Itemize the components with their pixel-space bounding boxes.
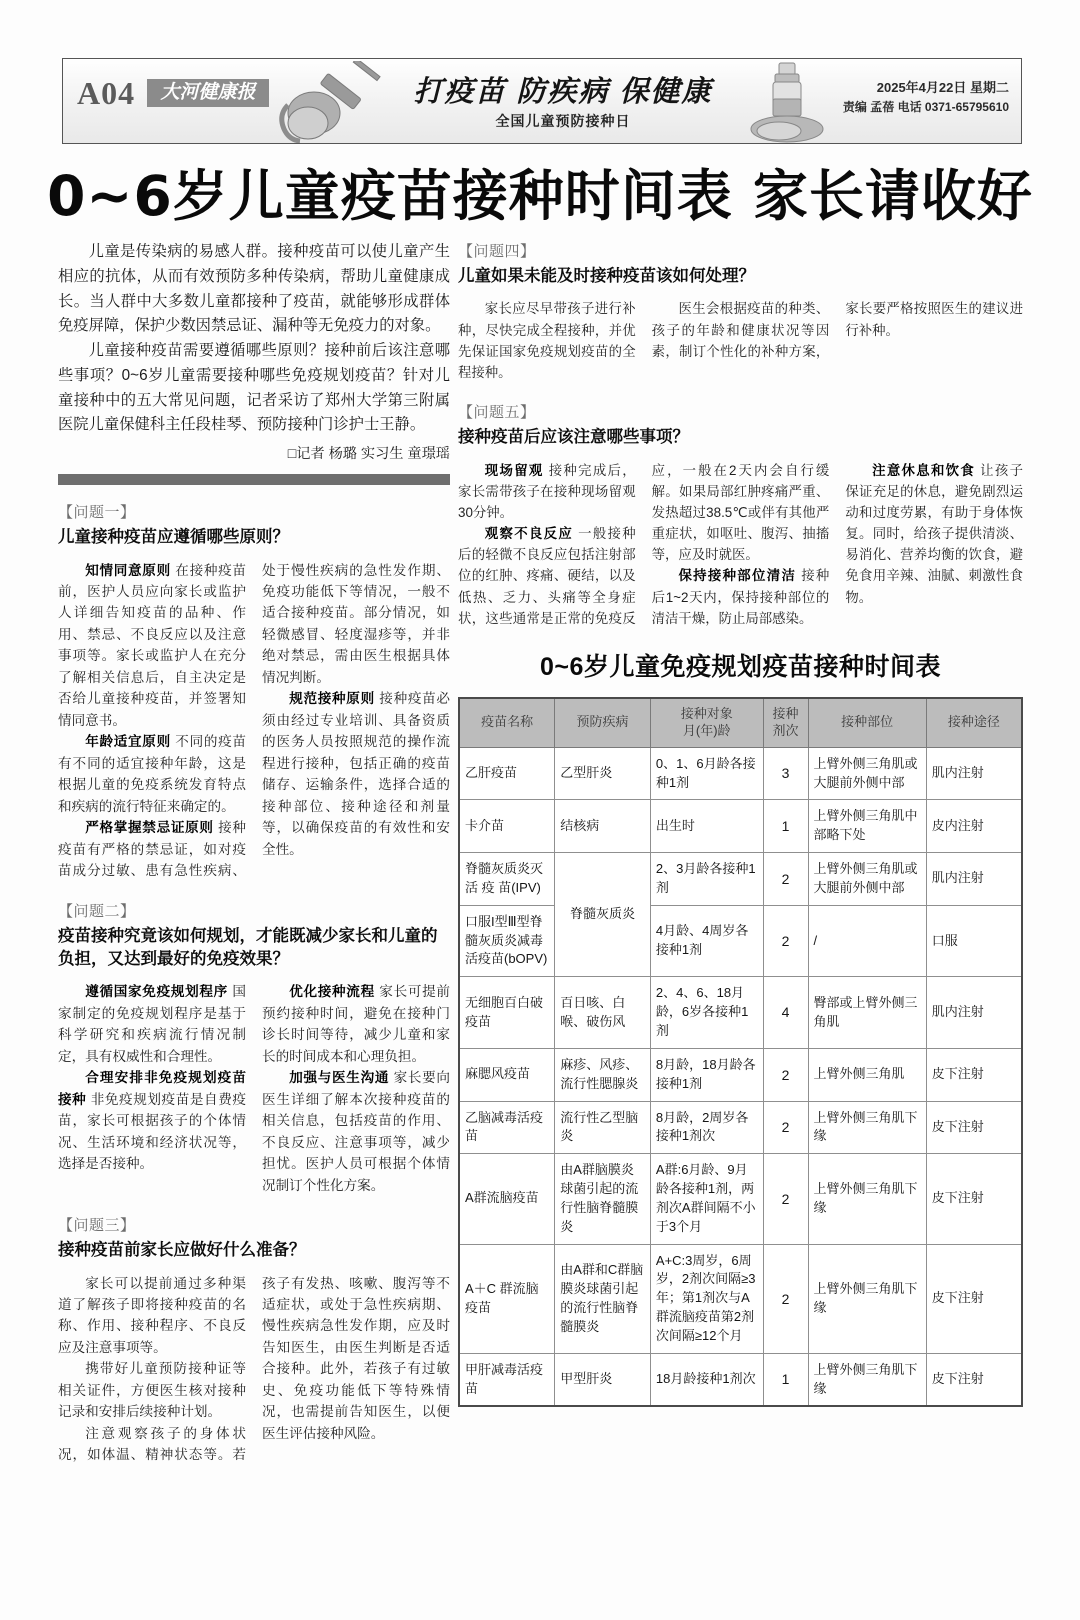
masthead-sub-slogan: 全国儿童预防接种日 [495,113,631,129]
cell-vaccine-name: 卡介苗 [459,800,555,853]
cell-disease: 结核病 [555,800,651,853]
cell-disease: 由A群和C群脑膜炎球菌引起的流行性脑脊髓膜炎 [555,1244,651,1353]
newspaper-logo: 大河健康报 [147,79,269,107]
cell-disease: 乙型肝炎 [555,747,651,800]
q3-para-3: 注意观察孩子的身体状况，如体温、精神状态等。若孩子有发热、咳嗽、腹泻等不适症状，或处于急性疾病期、慢性疾病急性发作期，应及时告知医生，由医生判断是否适合接种。此外，若孩子有过敏史、免疫功能低下等特殊情况，也需提前告知医生，以便医生评估接种风险。 [58,1275,450,1463]
cell-route: 口服 [926,905,1022,977]
q1-text-2: 不同的疫苗有不同的适宜接种年龄，这是根据儿童的免疫系统发育特点和疾病的流行特征来确定的。 [58,734,246,814]
cell-site: 上臂外侧三角肌下缘 [808,1101,926,1154]
table-row [459,800,1022,853]
cell-age: 4月龄、4周岁各接种1剂 [650,905,763,977]
lead-para-1: 儿童是传染病的易感人群。接种疫苗可以使儿童产生相应的抗体，从而有效预防多种传染病，帮助儿童健康成长。当人群中大多数儿童都接种了疫苗，就能够形成群体免疫屏障，保护少数因禁忌证、漏种等无免疫力的对象。 [58,243,450,335]
cell-site: 上臂外侧三角肌下缘 [808,1154,926,1244]
masthead-meta [843,77,1009,118]
table-header-row [459,698,1022,747]
cell-site: / [808,905,926,977]
q4-para-1: 家长应尽早带孩子进行补种，尽快完成全程接种，并优先保证国家免疫规划疫苗的全程接种。 [458,301,636,380]
table-row [459,1048,1022,1101]
cell-age: A群:6月龄、9月龄各接种1剂，两剂次A群间隔不小于3个月 [650,1154,763,1244]
question-3-tag: 【问题三】 [58,1217,136,1235]
cell-doses: 2 [763,1048,808,1101]
cell-doses: 2 [763,1101,808,1154]
cell-vaccine-name: 麻腮风疫苗 [459,1048,555,1101]
table-row [459,853,1022,906]
cell-age: 2、4、6、18月龄，6岁各接种1剂 [650,977,763,1049]
cell-vaccine-name: 乙脑减毒活疫苗 [459,1101,555,1154]
cell-age: 2、3月龄各接种1剂 [650,853,763,906]
q1-text-1: 在接种疫苗前，医护人员应向家长或监护人详细告知疫苗的品种、作用、禁忌、不良反应以及注意事项等。家长或监护人在充分了解相关信息后，自主决定是否给儿童接种疫苗，并签署知情同意书。 [58,562,246,728]
table-column-header: 接种途径 [926,698,1022,747]
q5-text-4: 让孩子保证充足的休息，避免剧烈运动和过度劳累，有助于身体恢复。同时，给孩子提供清淡、易消化、营养均衡的饮食，避免食用辛辣、油腻、刺激性食物。 [845,462,1023,605]
cell-disease: 麻疹、风疹、流行性腮腺炎 [555,1048,651,1101]
cell-route: 皮下注射 [926,1154,1022,1244]
cell-vaccine-name: 脊髓灰质炎灭 活 疫 苗(IPV) [459,853,555,906]
table-body [459,747,1022,1406]
page-title: 0~6岁儿童疫苗接种时间表 家长请收好 [47,164,1033,228]
q4-para-2: 医生会根据疫苗的种类、孩子的年龄和健康状况等因素，制订个性化的补种方案，家长要严格按照医生的建议进行补种。 [651,301,1023,359]
q1-para-1 [58,560,246,732]
q5-lead-4: 注意休息和饮食 [872,462,976,478]
table-row [459,1244,1022,1353]
q2-para-1 [58,981,246,1067]
page-number: A04 [77,75,136,111]
q5-text-2: 一般接种后的轻微不良反应包括注射部位的红肿、疼痛、硬结，以及低热、乏力、头痛等全身症状，这些通常是正常的免疫反应，一般在2天内会自行缓解。如果局部红肿疼痛严重、发热超过38.5℃或伴有其他严重症状，如呕吐、腹泻、抽搐等，应及时就医。 [458,462,830,626]
cell-site: 上臂外侧三角肌中部略下处 [808,800,926,853]
cell-age: 18月龄接种1剂次 [650,1353,763,1406]
q1-lead-1: 知情同意原则 [85,562,171,578]
byline: □记者 杨璐 实习生 童璟瑶 [287,446,450,463]
q1-para-2 [58,731,246,817]
q2-text-1: 国家制定的免疫规划程序是基于科学研究和疾病流行情况制定，具有权威性和合理性。 [58,984,247,1064]
question-4-title: 儿童如果未能及时接种疫苗该如何处理？ [458,267,755,285]
question-1-title: 儿童接种疫苗应遵循哪些原则？ [58,528,289,547]
cell-site: 上臂外侧三角肌或大腿前外侧中部 [808,747,926,800]
cell-doses: 3 [763,747,808,800]
cell-route: 肌内注射 [926,747,1022,800]
table-row [459,1101,1022,1154]
q1-text-4: 接种疫苗必须由经过专业培训、具备资质的医务人员按照规范的操作流程进行接种，包括正确的疫苗储存、运输条件，选择合适的接种部位、接种途径和剂量等，以确保疫苗的有效性和安全性。 [262,691,450,857]
editor-contact: 责编 孟蓓 电话 0371-65795610 [842,100,1009,115]
q2-para-4 [262,1067,450,1196]
cell-age: 0、1、6月龄各接种1剂 [650,747,763,800]
q1-text-3: 接种疫苗有严格的禁忌证，如对疫苗成分过敏、患有急性疾病、处于慢性疾病的急性发作期、免疫功能低下等情况，一般不适合接种疫苗。部分情况，如轻微感冒、轻度湿疹等，并非绝对禁忌，需由医生根据具体情况判断。 [58,562,450,879]
cell-vaccine-name: 口服I型Ⅲ型脊髓灰质炎减毒活疫苗(bOPV) [459,905,555,977]
question-3-body [58,1273,450,1466]
table-row [459,977,1022,1049]
table-header [459,698,1022,747]
syringe-icon [268,61,388,143]
cell-doses: 4 [763,977,808,1049]
question-2-body [58,981,450,1196]
right-column [458,240,1023,1407]
cell-route: 皮内注射 [926,800,1022,853]
question-4-tag: 【问题四】 [458,243,536,260]
cell-doses: 1 [763,800,808,853]
spacer [458,383,1023,401]
q2-lead-2: 合理安排非免疫规划疫苗接种 [58,1070,246,1107]
vaccination-schedule-table [458,697,1023,1408]
cell-doses: 2 [763,853,808,906]
cell-doses: 2 [763,1244,808,1353]
spacer [58,1196,450,1214]
cell-site: 上臂外侧三角肌下缘 [808,1244,926,1353]
q1-lead-3: 严格掌握禁忌证原则 [85,820,214,836]
table-title: 0~6岁儿童免疫规划疫苗接种时间表 [540,652,941,681]
cell-route: 肌内注射 [926,977,1022,1049]
cell-disease: 脊髓灰质炎 [555,853,651,977]
masthead [62,58,1022,144]
lead-para-2: 儿童接种疫苗需要遵循哪些原则？接种前后该注意哪些事项？0~6岁儿童需要接种哪些免疫规划疫苗？针对儿童接种中的五大常见问题，记者采访了郑州大学第三附属医院儿童保健科主任段桂琴、预防接种门诊护士王静。 [58,342,450,434]
table-column-header: 预防疾病 [555,698,651,747]
cell-route: 皮下注射 [926,1048,1022,1101]
question-5-title: 接种疫苗后应该注意哪些事项？ [458,428,689,447]
cell-route: 皮下注射 [926,1101,1022,1154]
q5-lead-2: 观察不良反应 [484,526,574,542]
cell-vaccine-name: A＋C 群流脑疫苗 [459,1244,555,1353]
q1-para-4 [262,688,450,860]
cell-site: 上臂外侧三角肌下缘 [808,1353,926,1406]
cell-age: 8月龄，2周岁各接种1剂次 [650,1101,763,1154]
question-3-title: 接种疫苗前家长应做好什么准备？ [58,1241,306,1260]
q5-lead-3: 保持接种部位清洁 [678,568,797,584]
table-column-header: 接种部位 [808,698,926,747]
table-row [459,747,1022,800]
q2-para-3 [262,981,450,1067]
question-2-title: 疫苗接种究竟该如何规划，才能既减少家长和儿童的负担，又达到最好的免疫效果？ [58,926,438,968]
cell-disease: 由A群脑膜炎球菌引起的流行性脑脊髓膜炎 [555,1154,651,1244]
q5-text-3: 接种后1~2天内，保持接种部位的清洁干燥，防止局部感染。 [651,568,830,626]
question-1-tag: 【问题一】 [58,504,136,522]
q5-lead-1: 现场留观 [484,462,544,478]
cell-vaccine-name: 乙肝疫苗 [459,747,555,800]
section-divider-bar [58,474,450,485]
vaccine-vial-icon [735,61,845,143]
left-column [58,240,450,1466]
lead-paragraphs [58,240,450,438]
cell-route: 皮下注射 [926,1244,1022,1353]
q5-para-4 [845,460,1023,608]
cell-vaccine-name: 甲肝减毒活疫苗 [459,1353,555,1406]
question-5-body [458,460,1023,629]
q1-lead-4: 规范接种原则 [289,691,375,707]
publication-date: 2025年4月22日 星期二 [876,80,1009,95]
q2-text-4: 家长要向医生详细了解本次接种疫苗的相关信息，包括疫苗的作用、不良反应、注意事项等，减少担忧。医护人员可根据个体情况制订个性化方案。 [262,1070,451,1193]
q2-lead-3: 优化接种流程 [289,984,375,1000]
table-column-header: 接种 剂次 [763,698,808,747]
table-row [459,905,1022,977]
question-1-body [58,560,450,882]
q1-lead-2: 年龄适宜原则 [85,734,171,750]
question-2-tag: 【问题二】 [58,902,136,920]
table-column-header: 接种对象 月(年)龄 [650,698,763,747]
q2-para-2 [58,1067,246,1174]
cell-age: 8月龄，18月龄各接种1剂 [650,1048,763,1101]
q2-lead-1: 遵循国家免疫规划程序 [85,984,228,1000]
q5-para-1 [458,460,636,524]
cell-disease: 甲型肝炎 [555,1353,651,1406]
q5-text-1: 接种完成后，家长需带孩子在接种现场留观30分钟。 [458,462,636,520]
cell-vaccine-name: 无细胞百白破疫苗 [459,977,555,1049]
q5-para-3 [652,565,830,629]
cell-doses: 1 [763,1353,808,1406]
cell-doses: 2 [763,905,808,977]
question-5-tag: 【问题五】 [458,404,536,422]
cell-age: 出生时 [650,800,763,853]
question-4-body [458,298,1023,383]
cell-disease: 百日咳、白喉、破伤风 [555,977,651,1049]
table-row [459,1154,1022,1244]
cell-disease: 流行性乙型脑炎 [555,1101,651,1154]
cell-age: A+C:3周岁，6周岁，2剂次间隔≥3年；第1剂次与A群流脑疫苗第2剂次间隔≥12个月 [650,1244,763,1353]
table-row [459,1353,1022,1406]
cell-route: 肌内注射 [926,853,1022,906]
q3-para-2: 携带好儿童预防接种证等相关证件，方便医生核对接种记录和安排后续接种计划。 [58,1361,246,1420]
q2-text-2: 非免疫规划疫苗是自费疫苗，家长可根据孩子的个体情况、生活环境和经济状况等，选择是否接种。 [58,1091,246,1172]
q2-lead-4: 加强与医生沟通 [289,1070,390,1086]
cell-vaccine-name: A群流脑疫苗 [459,1154,555,1244]
table-column-header: 疫苗名称 [459,698,555,747]
cell-doses: 2 [763,1154,808,1244]
cell-site: 上臂外侧三角肌 [808,1048,926,1101]
cell-site: 臀部或上臂外侧三角肌 [808,977,926,1049]
q3-para-1: 家长可以提前通过多种渠道了解孩子即将接种疫苗的名称、作用、接种程序、不良反应及注意事项等。 [58,1275,246,1355]
cell-route: 皮下注射 [926,1353,1022,1406]
q2-text-3: 家长可提前预约接种时间，避免在接种门诊长时间等待，减少儿童和家长的时间成本和心理负担。 [262,984,450,1064]
masthead-slogan: 打疫苗 防疾病 保健康 [413,76,713,108]
spacer [58,882,450,900]
cell-site: 上臂外侧三角肌或大腿前外侧中部 [808,853,926,906]
